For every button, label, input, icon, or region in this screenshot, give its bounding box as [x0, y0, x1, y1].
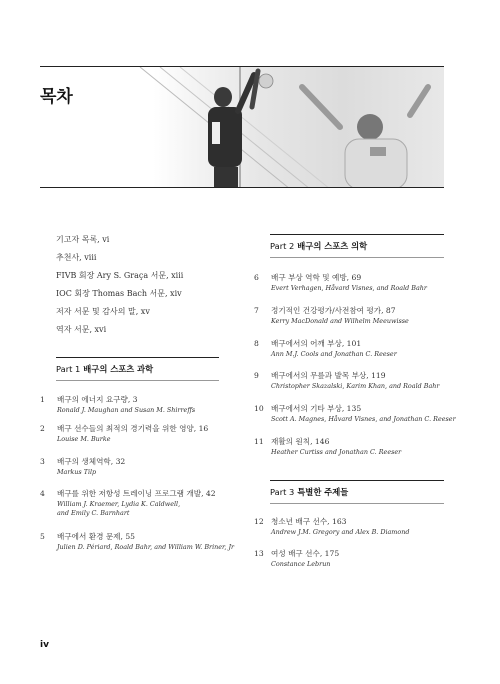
chapter-title: 배구에서의 무릎과 발목 부상, 119: [271, 371, 386, 380]
list-item[interactable]: 기고자 목록, vi: [56, 235, 110, 244]
part-1-heading: [56, 357, 219, 381]
chapter-authors: Ann M.J. Cools and Jonathan C. Reeser: [271, 350, 397, 358]
chapter-authors: Andrew J.M. Gregory and Alex B. Diamond: [271, 528, 410, 536]
chapter-authors: Christopher Skazalski, Karim Khan, and Roald Bahr: [271, 382, 440, 390]
header-banner: [40, 66, 444, 188]
chapter-authors: Markus Tilp: [57, 468, 97, 476]
chapter-number: 5: [40, 532, 45, 541]
list-item[interactable]: 추천사, viii: [56, 253, 97, 262]
chapter-number: 7: [254, 306, 259, 315]
chapter-title: 배구 선수들의 최적의 경기력을 위한 영양, 16: [57, 424, 209, 433]
part-name: 특별한 주제들: [297, 487, 349, 497]
front-matter-list: [56, 235, 183, 343]
chapter-title: 배구의 에너지 요구량, 3: [57, 395, 138, 404]
chapter-title: 정기적인 건강평가/사전참여 평가, 87: [271, 306, 396, 315]
chapter-number: 9: [254, 371, 259, 380]
chapter-authors: Kerry MacDonald and Wilhelm Meeuwisse: [271, 317, 409, 325]
chapter-number: 6: [254, 273, 259, 282]
part-3-heading: [270, 480, 444, 504]
list-item[interactable]: 저자 서문 및 감사의 말, xv: [56, 307, 150, 316]
chapter-authors: Constance Lebrun: [271, 560, 331, 568]
chapter-authors: Ronald J. Maughan and Susan M. Shirreffs: [57, 406, 196, 414]
chapter-title: 배구의 생체역학, 32: [57, 457, 126, 466]
chapter-title: 배구에서의 기타 부상, 135: [271, 404, 362, 413]
chapter-authors: Evert Verhagen, Håvard Visnes, and Roald Bahr: [271, 284, 427, 292]
chapter-title: 배구에서 환경 문제, 55: [57, 532, 136, 541]
chapter-title: 청소년 배구 선수, 163: [271, 517, 347, 526]
chapter-authors: Julien D. Périard, Roald Bahr, and William W. Briner, Jr: [57, 543, 235, 551]
part-number: Part 3: [270, 487, 295, 497]
chapter-number: 10: [254, 404, 264, 413]
chapter-authors: Louise M. Burke: [57, 435, 111, 443]
part-number: Part 1: [56, 364, 81, 374]
chapter-number: 12: [254, 517, 264, 526]
chapter-title: 배구를 위한 저항성 트레이닝 프로그램 개발, 42: [57, 489, 216, 498]
part-2-heading: [270, 234, 444, 258]
page-number: iv: [40, 640, 49, 650]
list-item[interactable]: IOC 회장 Thomas Bach 서문, xiv: [56, 289, 182, 298]
chapter-number: 4: [40, 489, 45, 498]
chapter-authors: William J. Kraemer, Lydia K. Caldwell,: [57, 500, 181, 508]
chapter-title: 재활의 원칙, 146: [271, 437, 330, 446]
part-number: Part 2: [270, 241, 295, 251]
chapter-authors: Heather Curtiss and Jonathan C. Reeser: [271, 448, 402, 456]
list-item[interactable]: FIVB 회장 Ary S. Graça 서문, xiii: [56, 271, 184, 280]
chapter-authors: and Emily C. Barnhart: [57, 509, 130, 517]
chapter-number: 2: [40, 424, 45, 433]
chapter-authors: Scott A. Magnes, Håvard Visnes, and Jonathan C. Reeser: [271, 415, 456, 423]
chapter-number: 11: [254, 437, 264, 446]
chapter-number: 3: [40, 457, 45, 466]
chapter-title: 여성 배구 선수, 175: [271, 549, 340, 558]
chapter-title: 배구에서의 어깨 부상, 101: [271, 339, 362, 348]
chapter-number: 8: [254, 339, 259, 348]
chapter-title: 배구 부상 역학 및 예방, 69: [271, 273, 362, 282]
part-name: 배구의 스포츠 과학: [83, 364, 154, 374]
volleyball-photo: [40, 67, 444, 188]
list-item[interactable]: 역자 서문, xvi: [56, 325, 107, 334]
part-name: 배구의 스포츠 의학: [297, 241, 368, 251]
chapter-number: 13: [254, 549, 264, 558]
page-title: 목차: [40, 87, 73, 107]
chapter-number: 1: [40, 395, 45, 404]
